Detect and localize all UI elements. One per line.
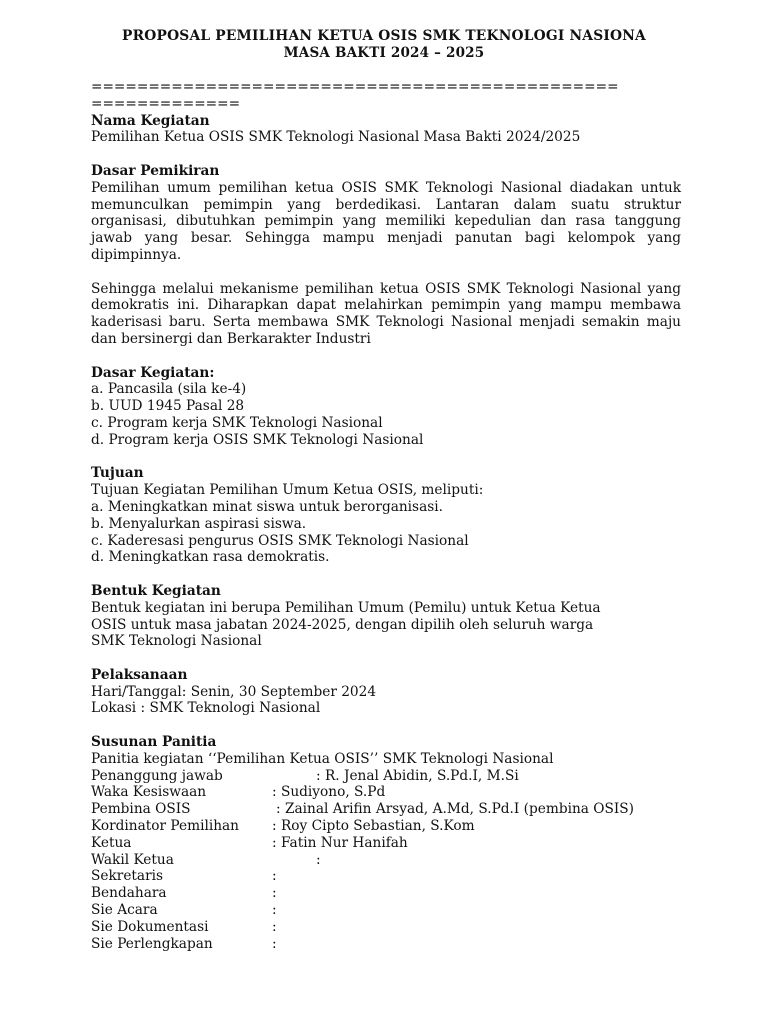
bentuk-kegiatan-line: SMK Teknologi Nasional xyxy=(91,633,262,650)
bentuk-kegiatan-line: Bentuk kegiatan ini berupa Pemilihan Umum (Pemilu) untuk Ketua Ketua xyxy=(91,599,601,616)
committee-role: Penanggung jawab xyxy=(91,767,223,784)
section-heading-nama-kegiatan: Nama Kegiatan xyxy=(91,112,210,129)
committee-member: : xyxy=(272,918,277,935)
committee-role: Waka Kesiswaan xyxy=(91,784,207,801)
dasar-pemikiran-paragraph-1: Pemilihan umum pemilihan ketua OSIS SMK Teknologi Nasional diadakan untuk memunculkan pemimpin yang berdedikasi. Lantaran dalam suatu struktur organisasi, dibutuhkan pemimpin yang memiliki kepedulian dan rasa tanggung jawab yang besar. Sehingga mampu menjadi panutan bagi kelompok yang dipimpinnya. xyxy=(91,179,681,263)
separator-line: ============= xyxy=(91,95,241,112)
committee-member: : xyxy=(316,851,321,868)
section-heading-bentuk-kegiatan: Bentuk Kegiatan xyxy=(91,582,221,599)
committee-role: Sie Dokumentasi xyxy=(91,918,209,935)
document-title-line1: PROPOSAL PEMILIHAN KETUA OSIS SMK TEKNOLOGI NASIONA xyxy=(122,28,646,44)
committee-row xyxy=(91,868,681,885)
section-heading-tujuan: Tujuan xyxy=(91,465,144,482)
dasar-pemikiran-paragraph-2: Sehingga melalui mekanisme pemilihan ketua OSIS SMK Teknologi Nasional yang demokratis ini. Diharapkan dapat melahirkan pemimpin yang mampu membawa kaderisasi baru. Serta membawa SMK Teknologi Nasional menjadi semakin maju dan bersinergi dan Berkarakter Industri xyxy=(91,280,681,347)
list-item: a. Pancasila (sila ke-4) xyxy=(91,381,247,398)
list-item: c. Kaderesasi pengurus OSIS SMK Teknologi Nasional xyxy=(91,532,469,549)
committee-member: : xyxy=(272,902,277,919)
list-item: c. Program kerja SMK Teknologi Nasional xyxy=(91,414,383,431)
committee-member: : xyxy=(272,935,277,952)
committee-role: Sekretaris xyxy=(91,868,164,885)
committee-member: : Roy Cipto Sebastian, S.Kom xyxy=(272,818,475,835)
document-body xyxy=(91,79,681,952)
committee-row xyxy=(91,784,681,801)
committee-row xyxy=(91,919,681,936)
section-heading-susunan-panitia: Susunan Panitia xyxy=(91,734,217,751)
section-heading-pelaksanaan: Pelaksanaan xyxy=(91,666,188,683)
committee-role: Bendahara xyxy=(91,885,167,902)
committee-member: : Fatin Nur Hanifah xyxy=(272,834,408,851)
committee-member: : Sudiyono, S.Pd xyxy=(272,784,386,801)
committee-row xyxy=(91,885,681,902)
list-item: d. Program kerja OSIS SMK Teknologi Nasional xyxy=(91,431,424,448)
committee-row xyxy=(91,902,681,919)
committee-row xyxy=(91,835,681,852)
section-heading-dasar-kegiatan: Dasar Kegiatan: xyxy=(91,364,215,381)
committee-row xyxy=(91,818,681,835)
list-item: a. Meningkatkan minat siswa untuk berorganisasi. xyxy=(91,498,443,515)
committee-member: : xyxy=(272,885,277,902)
pelaksanaan-location: Lokasi : SMK Teknologi Nasional xyxy=(91,700,321,717)
committee-role: Sie Acara xyxy=(91,902,158,919)
pelaksanaan-date: Hari/Tanggal: Senin, 30 September 2024 xyxy=(91,683,377,700)
list-item: b. UUD 1945 Pasal 28 xyxy=(91,398,245,415)
list-item: b. Menyalurkan aspirasi siswa. xyxy=(91,515,307,532)
committee-role: Pembina OSIS xyxy=(91,801,191,818)
separator-line: ============================================== xyxy=(91,79,619,95)
committee-member: : xyxy=(272,868,277,885)
committee-role: Wakil Ketua xyxy=(91,851,174,868)
committee-member: : Zainal Arifin Arsyad, A.Md, S.Pd.I (pembina OSIS) xyxy=(276,801,635,818)
committee-row xyxy=(91,801,681,818)
committee-member: : R. Jenal Abidin, S.Pd.I, M.Si xyxy=(316,767,519,784)
tujuan-intro: Tujuan Kegiatan Pemilihan Umum Ketua OSIS, meliputi: xyxy=(91,482,484,499)
committee-role: Ketua xyxy=(91,834,132,851)
committee-row xyxy=(91,768,681,785)
committee-role: Sie Perlengkapan xyxy=(91,935,213,952)
document-title-line2: MASA BAKTI 2024 – 2025 xyxy=(283,45,485,61)
susunan-panitia-intro: Panitia kegiatan ‘‘Pemilihan Ketua OSIS’’ SMK Teknologi Nasional xyxy=(91,750,554,767)
nama-kegiatan-text: Pemilihan Ketua OSIS SMK Teknologi Nasional Masa Bakti 2024/2025 xyxy=(91,129,581,146)
committee-row xyxy=(91,936,681,953)
committee-row xyxy=(91,852,681,869)
committee-role: Kordinator Pemilihan xyxy=(91,818,239,835)
section-heading-dasar-pemikiran: Dasar Pemikiran xyxy=(91,162,220,179)
bentuk-kegiatan-line: OSIS untuk masa jabatan 2024-2025, dengan dipilih oleh seluruh warga xyxy=(91,616,594,633)
list-item: d. Meningkatkan rasa demokratis. xyxy=(91,549,330,566)
